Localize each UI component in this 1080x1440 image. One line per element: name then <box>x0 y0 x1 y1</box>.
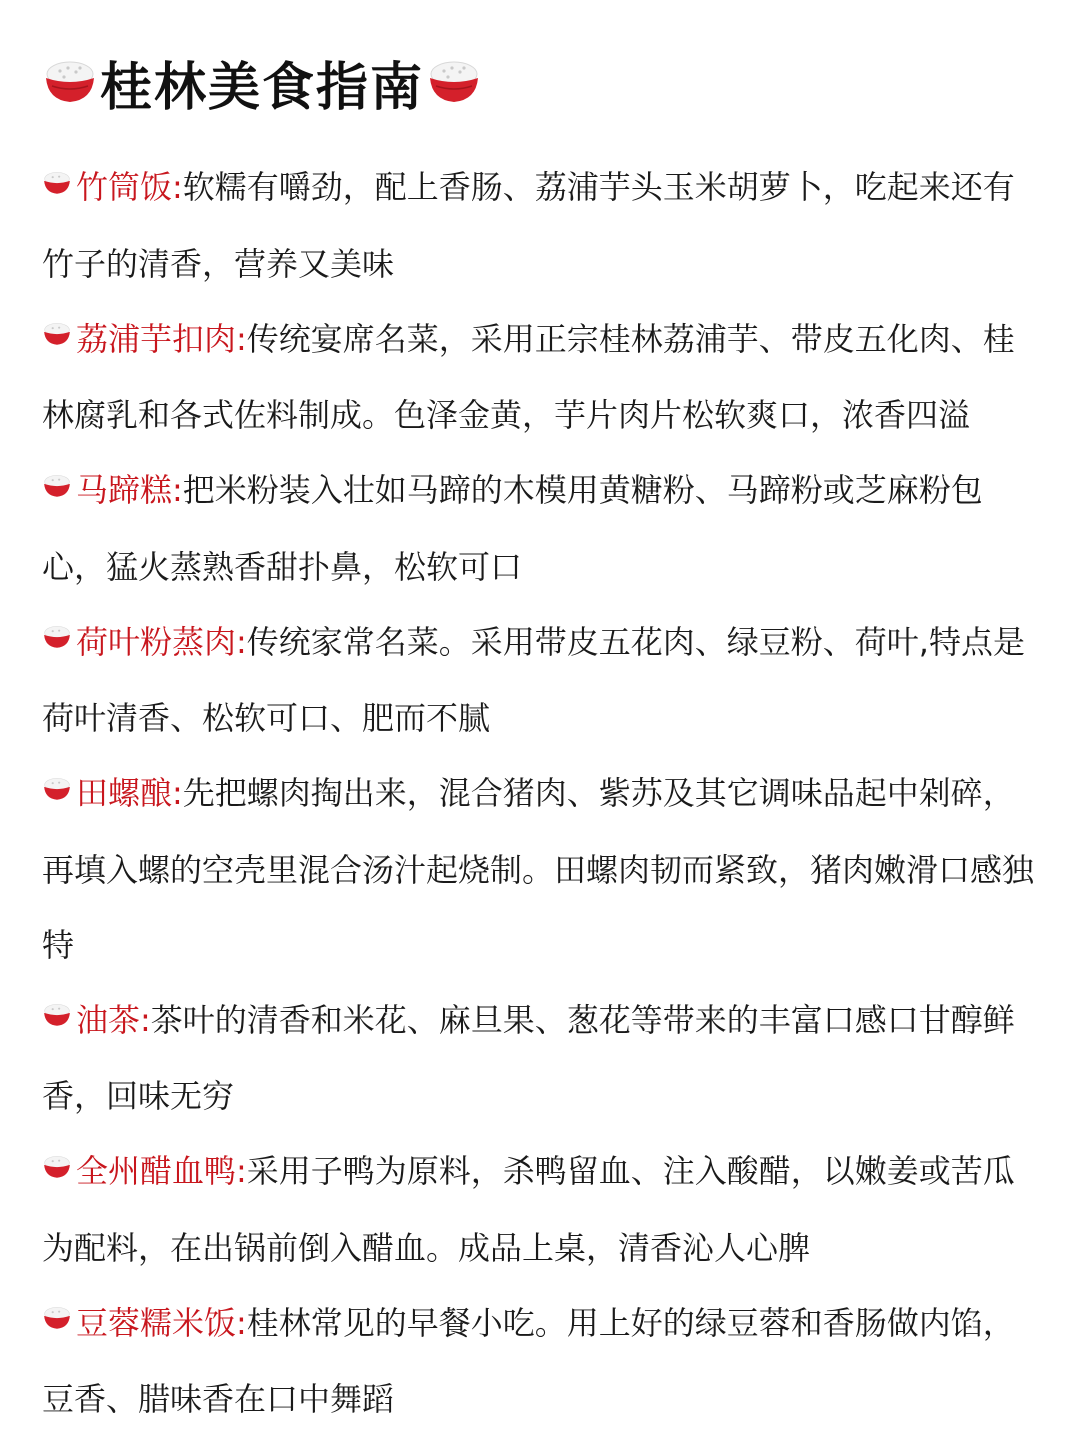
food-description: 茶叶的清香和米花、麻旦果、葱花等带来的丰富口感口甘醇鲜香，回味无穷 <box>42 1000 1015 1115</box>
rice-bowl-icon <box>42 1133 72 1208</box>
food-description: 传统家常名菜。采用带皮五花肉、绿豆粉、荷叶,特点是荷叶清香、松软可口、肥而不腻 <box>42 622 1025 737</box>
food-colon: : <box>236 1303 247 1342</box>
food-name: 油茶 <box>76 1000 141 1039</box>
list-item <box>42 756 1040 983</box>
rice-bowl-icon <box>42 603 72 678</box>
food-name: 马蹄糕 <box>76 471 173 509</box>
food-name: 田螺酿 <box>76 774 173 812</box>
rice-bowl-icon <box>42 981 72 1056</box>
list-item <box>42 1286 1040 1438</box>
food-name: 竹筒饭 <box>76 168 173 206</box>
food-colon: : <box>172 471 183 509</box>
list-item <box>42 983 1040 1135</box>
list-item <box>42 1134 1040 1286</box>
title-row <box>42 42 1040 122</box>
rice-bowl-icon <box>42 755 72 830</box>
food-description: 采用子鸭为原料，杀鸭留血、注入酸醋，以嫩姜或苦瓜为配料，在出锅前倒入醋血。成品上桌，清香沁人心脾 <box>42 1152 1015 1267</box>
food-description: 先把螺肉掏出来，混合猪肉、紫苏及其它调味品起中剁碎，再填入螺的空壳里混合汤汁起烧制。田螺肉韧而紧致，猪肉嫩滑口感独特 <box>42 774 1035 964</box>
food-name: 荔浦芋扣肉 <box>76 319 237 358</box>
list-item <box>42 605 1040 757</box>
food-colon: : <box>172 168 183 206</box>
food-description: 把米粉装入壮如马蹄的木模用黄糖粉、马蹄粉或芝麻粉包心，猛火蒸熟香甜扑鼻，松软可口 <box>42 471 983 586</box>
food-colon: : <box>172 774 183 812</box>
rice-bowl-icon <box>42 452 72 527</box>
rice-bowl-icon <box>42 1284 72 1359</box>
food-colon: : <box>236 622 247 661</box>
food-name: 荷叶粉蒸肉 <box>76 622 237 661</box>
page-title: 桂林美食指南 <box>100 57 425 118</box>
rice-bowl-icon <box>42 300 72 375</box>
food-colon: : <box>236 1152 247 1190</box>
food-colon: : <box>236 319 247 358</box>
list-item <box>42 302 1040 454</box>
list-item <box>42 453 1040 605</box>
food-colon: : <box>140 1000 151 1039</box>
food-description: 桂林常见的早餐小吃。用上好的绿豆蓉和香肠做内馅，豆香、腊味香在口中舞蹈 <box>42 1303 1015 1418</box>
food-description: 软糯有嚼劲，配上香肠、荔浦芋头玉米胡萝卜，吃起来还有竹子的清香，营养又美味 <box>42 168 1015 283</box>
food-description: 传统宴席名菜，采用正宗桂林荔浦芋、带皮五化肉、桂林腐乳和各式佐料制成。色泽金黄，芋片肉片松软爽口，浓香四溢 <box>42 319 1015 434</box>
rice-bowl-icon <box>426 52 482 112</box>
list-item <box>42 150 1040 302</box>
food-name: 豆蓉糯米饭 <box>76 1303 237 1342</box>
rice-bowl-icon <box>42 149 72 224</box>
food-list <box>42 150 1040 1437</box>
food-name: 全州醋血鸭 <box>76 1152 237 1190</box>
rice-bowl-icon <box>42 52 98 112</box>
